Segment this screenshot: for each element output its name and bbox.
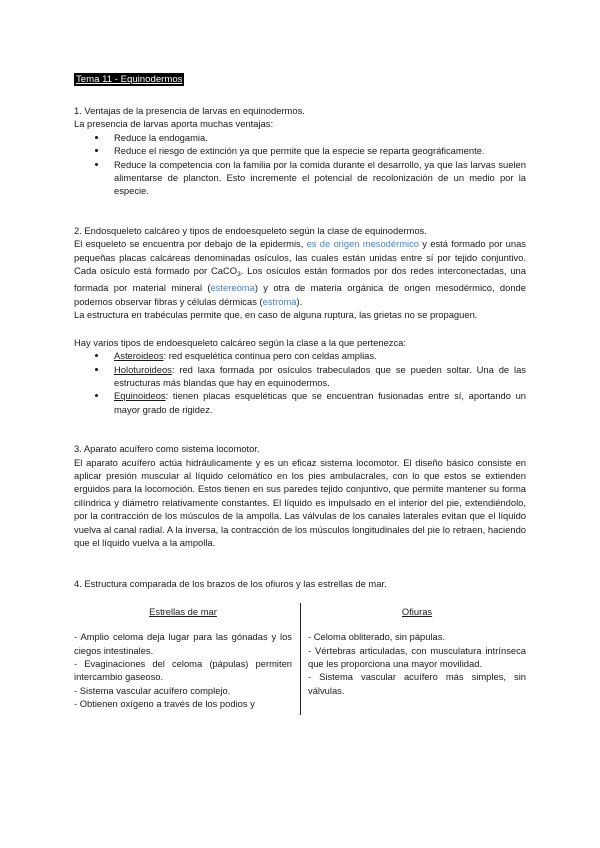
section-4 (74, 577, 526, 714)
section-1-intro: La presencia de larvas aporta muchas ventajas: (74, 118, 274, 130)
column-title-starfish: Estrellas de mar (149, 605, 217, 617)
list-item (108, 349, 526, 362)
table-cell: - Sistema vascular acuífero complejo. (74, 684, 231, 696)
term-asteroideos: Asteroideos (114, 350, 164, 362)
highlight-stereom: estereoma (210, 282, 255, 294)
page-title: Tema 11 - Equinodermos (76, 74, 183, 85)
list-item (108, 363, 526, 390)
section-3 (74, 442, 526, 549)
comparison-table (74, 605, 526, 715)
table-cell: - Vértebras articuladas, con musculatura intrínseca que les proporciona una mayor movilidad. (308, 644, 526, 669)
term-description: : red laxa formada por osículos trabeculados que se pueden soltar. Una de las estructuras más blandas que hay en equinodermos. (114, 363, 526, 388)
text-run: ). (296, 295, 303, 307)
term-equinoideos: Equinoideos (114, 390, 166, 402)
section-1-list (74, 131, 526, 198)
document-content (74, 72, 526, 715)
table-cell: - Celoma obliterado, sin pápulas. (308, 631, 446, 643)
section-1-heading: 1. Ventajas de la presencia de larvas en equinodermos. (74, 105, 305, 116)
section-1 (74, 104, 526, 198)
section-3-heading: 3. Aparato acuífero como sistema locomotor. (74, 443, 260, 455)
text-run: ) y otra de materia orgánica de origen mesodérmico, donde podemos observar fibras y células dérmicas ( (74, 282, 526, 307)
term-description: : tienen placas esqueléticas que se encuentran fusionadas entre sí, aportando un mayor grado de rigidez. (114, 390, 526, 415)
column-starfish (74, 605, 300, 715)
list-item: • Reduce la competencia con la familia por la comida durante el desarrollo, ya que las larvas suelen alimentarse de plancton. Esto incremente el potencial de recolonización de un medio por la especie. (108, 158, 526, 198)
section-2-heading: 2. Endosqueleto calcáreo y tipos de endoesqueleto según la clase de equinodermos. (74, 224, 427, 236)
table-cell: - Obtienen oxígeno a través de los podios y (74, 698, 255, 710)
column-divider (300, 603, 301, 715)
highlight-stroma: estroma (262, 295, 297, 307)
highlight-mesodermal: es de origen mesodérmico (306, 238, 420, 250)
section-2-list (74, 349, 526, 416)
term-description: : red esquelética continua pero con celdas amplias. (163, 350, 377, 362)
list-item: • Reduce la endogamia. (108, 131, 526, 144)
section-2-paragraph-2: La estructura en trabéculas permite que, en caso de alguna ruptura, las grietas no se propaguen. (74, 309, 478, 321)
subscript-3: 3 (237, 271, 241, 279)
term-holoturoideos: Holoturoideos (114, 363, 172, 375)
section-2-paragraph-1 (74, 237, 526, 308)
section-2 (74, 224, 526, 416)
table-cell: - Sistema vascular acuífero más simples, sin válvulas. (308, 671, 526, 696)
text-run: . Los osículos están formados por dos redes interconectadas, una formada por material mineral ( (74, 265, 526, 294)
list-item (108, 389, 526, 416)
column-brittle-stars (300, 605, 526, 715)
text-run: y está formado por unas pequeñas placas calcáreas denominadas osículos, las cuales están unidas entre sí por tejido conjuntivo. Cada osículo está formado por CaCO (74, 238, 526, 277)
list-item: • Reduce el riesgo de extinción ya que permite que la especie se reparta geográficamente. (108, 144, 526, 157)
section-3-paragraph: El aparato acuífero actúa hidráulicamente y es un eficaz sistema locomotor. El diseño básico consiste en aplicar presión muscular al líquido celomático en los pies ambulacrales, con lo que estos se extienden erguidos para la locomoción. Estos tienen en sus paredes tejido conjuntivo, que permite mantener su forma cilíndrica y diámetro relativamente constantes. El líquido es impulsado en el interior del pie, extendiéndolo, por la contracción de los músculos de la ampolla. Las válvulas de los canales laterales evitan que el líquido vuelva al canal radial. A la inversa, la contracción de los músculos longitudinales del pie lo retraen, haciendo que el líquido vuelva a la ampolla. (74, 456, 526, 548)
section-2-paragraph-3: Hay varios tipos de endoesqueleto calcáreo según la clase a la que pertenezca: (74, 336, 406, 348)
table-cell: - Evaginaciones del celoma (pápulas) permiten intercambio gaseoso. (74, 658, 292, 683)
text-run: El esqueleto se encuentra por debajo de la epidermis, (74, 238, 307, 250)
table-cell: - Amplio celoma deja lugar para las gónadas y los ciegos intestinales. (74, 631, 292, 656)
column-title-brittle-stars: Ofiuras (401, 605, 433, 617)
section-4-heading: 4. Estructura comparada de los brazos de los ofiuros y las estrellas de mar. (74, 578, 387, 590)
